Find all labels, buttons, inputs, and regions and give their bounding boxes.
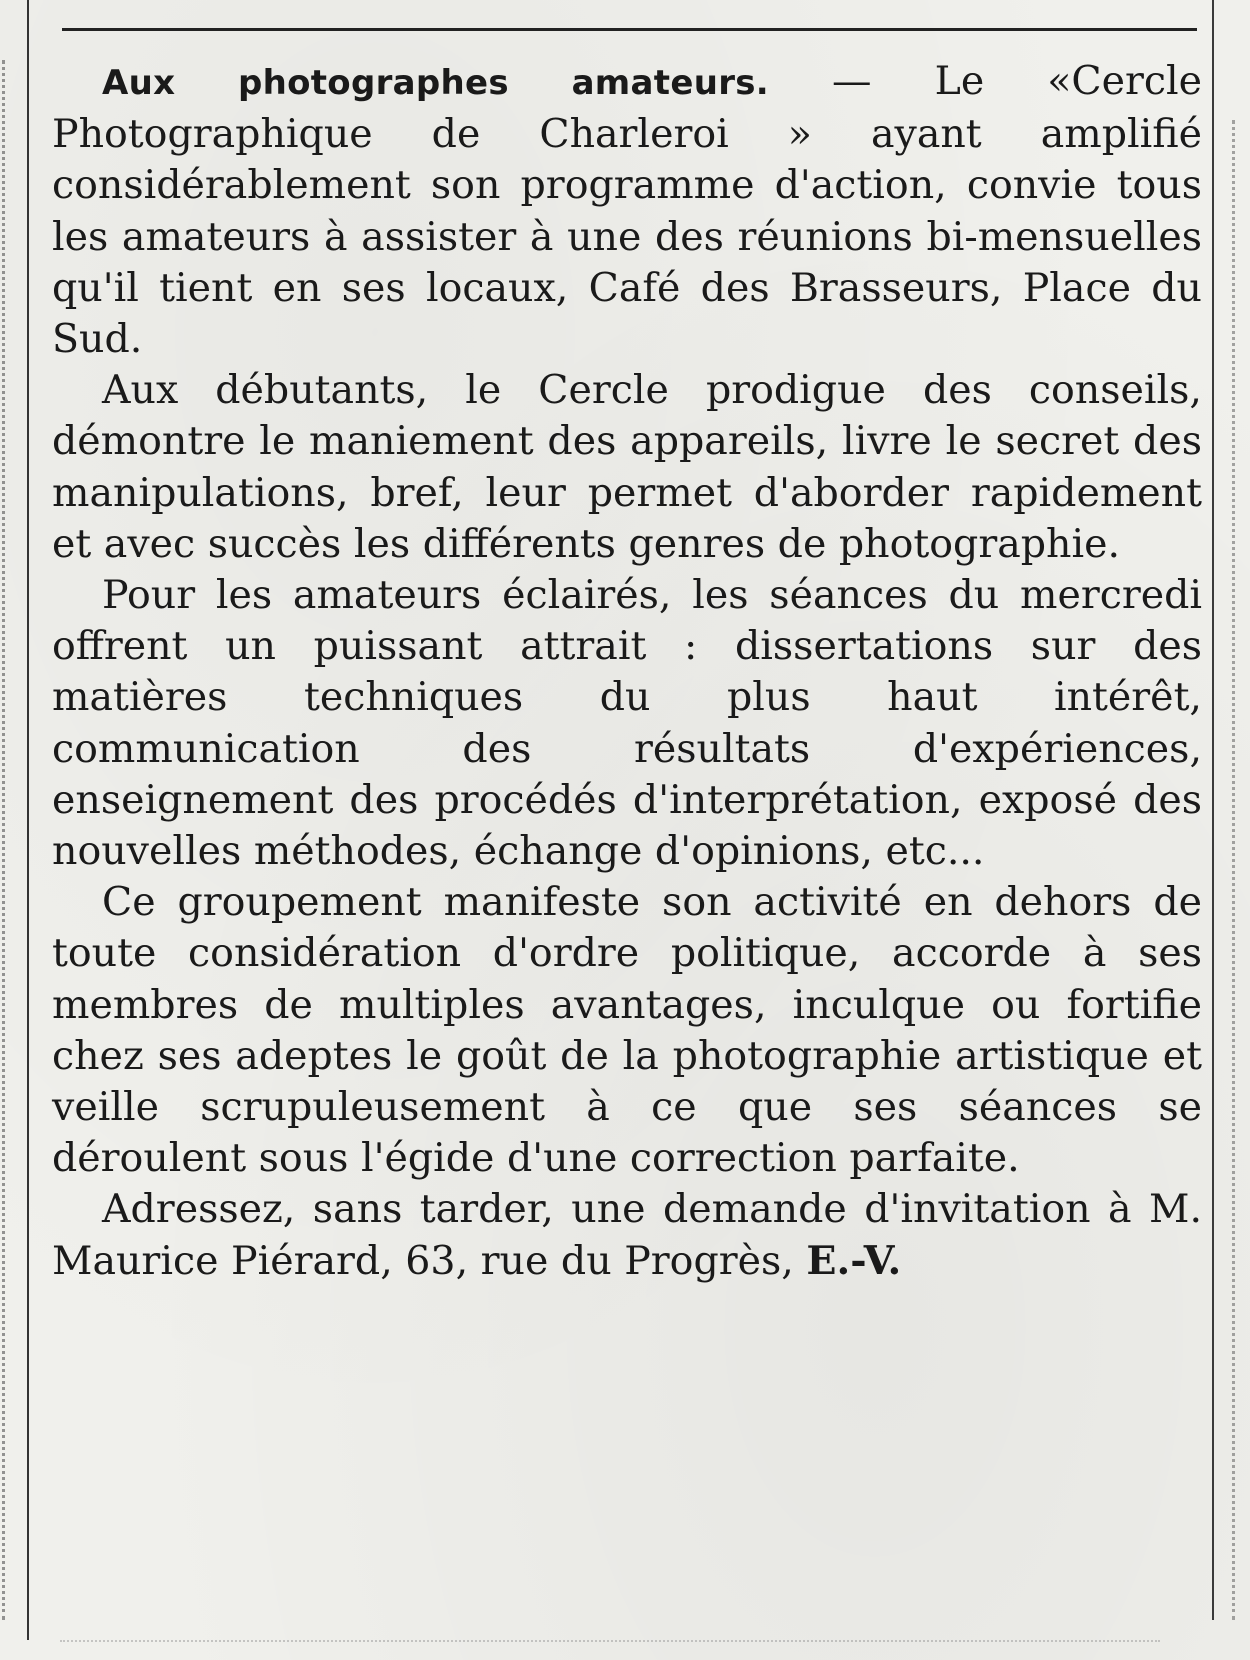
paragraph-1-text: — Le «Cercle Photographique de Charleroi » ayant amplifié considérablement son programme d'action, convie tous les amateurs à assister à une des réunions bi-mensuelles qu'il tient en ses locaux, Café des Brasseurs, Place du Sud. bbox=[52, 58, 1203, 363]
paragraph-5 bbox=[52, 1184, 1202, 1286]
left-column-rule bbox=[27, 0, 29, 1640]
article-body bbox=[52, 56, 1202, 1287]
left-edge-bleed bbox=[2, 60, 13, 1620]
paragraph-2: Aux débutants, le Cercle prodigue des conseils, démontre le maniement des appareils, livre le secret des manipulations, bref, leur permet d'aborder rapidement et avec succès les différents genres de photographie. bbox=[52, 367, 1202, 567]
top-column-rule bbox=[62, 28, 1197, 31]
right-column-rule bbox=[1212, 0, 1214, 1620]
author-signature: E.-V. bbox=[806, 1237, 902, 1284]
article-headline: Aux photographes amateurs. bbox=[102, 63, 770, 103]
right-edge-bleed bbox=[1232, 120, 1243, 1620]
paragraph-3: Pour les amateurs éclairés, les séances du mercredi offrent un puissant attrait : dissertations sur des matières techniques du plus haut intérêt, communication des résultats d'expériences, enseignement des procédés d'interprétation, exposé des nouvelles méthodes, échange d'opinions, etc... bbox=[52, 572, 1202, 875]
paragraph-4: Ce groupement manifeste son activité en dehors de toute considération d'ordre politique, accorde à ses membres de multiples avantages, inculque ou fortifie chez ses adeptes le goût de la photographie artistique et veille scrupuleusement à ce que ses séances se déroulent sous l'égide d'une correction parfaite. bbox=[52, 879, 1202, 1182]
paragraph-5-text: Adressez, sans tarder, une demande d'invitation à M. Maurice Piérard, 63, rue du Progrès, bbox=[52, 1186, 1202, 1284]
bottom-print-noise bbox=[60, 1640, 1160, 1648]
paragraph-1 bbox=[52, 56, 1202, 365]
